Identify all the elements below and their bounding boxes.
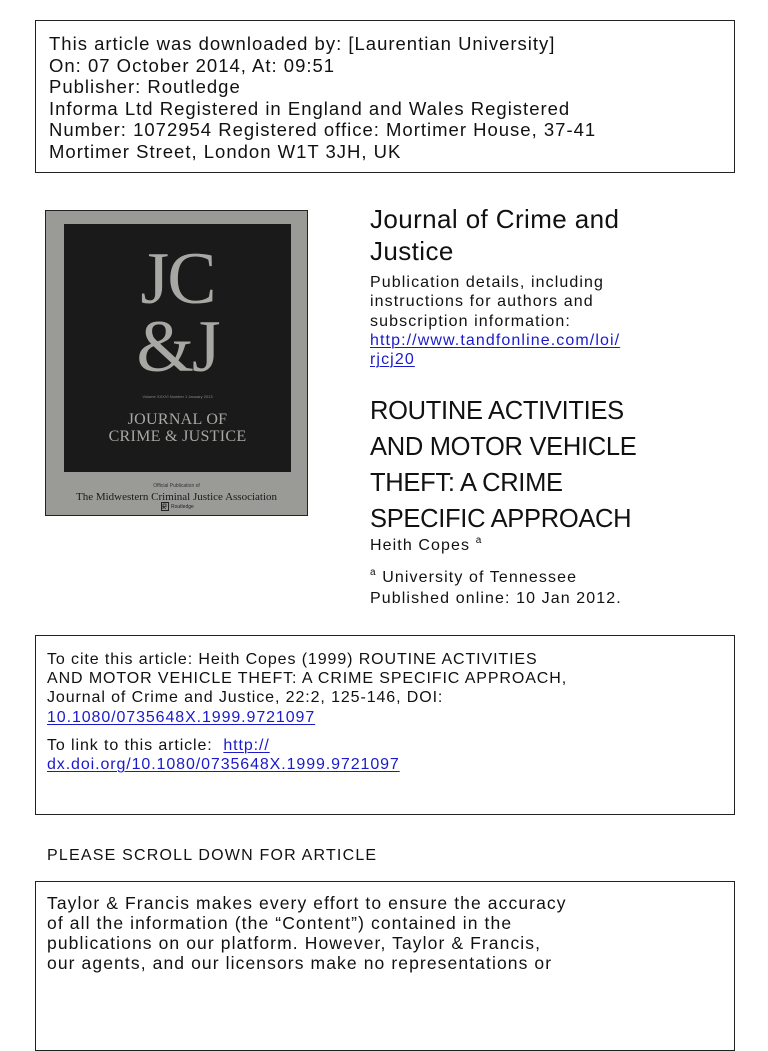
download-notice-box (35, 20, 735, 173)
article-link-section (47, 736, 734, 774)
publication-details (370, 273, 620, 369)
doi-link[interactable]: 10.1080/0735648X.1999.9721097 (47, 708, 316, 726)
cover-publisher-name: Routledge (171, 503, 194, 510)
published-date: Published online: 10 Jan 2012. (370, 590, 622, 607)
download-notice-line: Number: 1072954 Registered office: Mortimer House, 37-41 (49, 119, 597, 140)
cover-association-name: The Midwestern Criminal Justice Association (75, 491, 278, 503)
citation-line: To cite this article: Heith Copes (1999) ROUTINE ACTIVITIES (47, 651, 538, 668)
journal-title (370, 203, 619, 267)
journal-url-part1[interactable]: http://www.tandfonline.com/loi/ (370, 331, 621, 349)
cover-volume-info: Volume XXXVI Number 1 January 2013 (142, 394, 213, 399)
journal-url-link[interactable] (370, 350, 620, 369)
download-notice-line: Mortimer Street, London W1T 3JH, UK (49, 140, 402, 162)
article-title-line: SPECIFIC APPROACH (370, 505, 632, 533)
affiliation-line (370, 562, 622, 588)
article-title (370, 393, 636, 537)
cover-official-publication: Official Publication of (153, 483, 200, 489)
journal-url-part2[interactable]: rjcj20 (370, 351, 415, 369)
disclaimer-line: publications on our platform. However, Taylor & Francis, (47, 933, 542, 953)
scroll-down-notice: PLEASE SCROLL DOWN FOR ARTICLE (47, 847, 378, 864)
journal-title-line: Justice (370, 236, 454, 266)
disclaimer-box (35, 881, 735, 1051)
author-line (370, 535, 482, 555)
affiliation-name: University of Tennessee (382, 569, 578, 586)
cover-publisher-logo (161, 502, 194, 511)
publication-details-line: subscription information: (370, 312, 571, 330)
link-label: To link to this article: (47, 736, 213, 754)
cover-logo-jc: JC (140, 238, 215, 320)
download-notice-line: Informa Ltd Registered in England and Wales Registered (49, 97, 571, 119)
disclaimer-line: our agents, and our licensors make no representations or (47, 953, 553, 973)
journal-url-link[interactable] (370, 331, 620, 350)
article-url-part2[interactable]: dx.doi.org/10.1080/0735648X.1999.9721097 (47, 756, 400, 774)
download-notice-line: On: 07 October 2014, At: 09:51 (49, 54, 336, 76)
affiliation-block (370, 562, 622, 609)
article-title-line: THEFT: A CRIME (370, 469, 563, 497)
citation-line: Journal of Crime and Justice, 22:2, 125-146, DOI: (47, 689, 444, 707)
disclaimer-line: Taylor & Francis makes every effort to ensure the accuracy (47, 893, 567, 913)
publication-details-line: instructions for authors and (370, 293, 594, 311)
download-notice-line: This article was downloaded by: [Laurentian University] (49, 33, 556, 54)
download-notice-line: Publisher: Routledge (49, 76, 241, 97)
cover-dark-panel (64, 224, 291, 472)
journal-cover-image (45, 210, 308, 516)
affiliation-marker: a (370, 567, 377, 578)
author-name: Heith Copes (370, 537, 471, 554)
cover-journal-name-line1: JOURNAL OF (127, 411, 228, 428)
routledge-icon (161, 502, 169, 511)
cover-logo-j: &J (136, 306, 219, 388)
article-title-line: AND MOTOR VEHICLE (370, 433, 637, 461)
citation-box (35, 635, 735, 815)
citation-line: AND MOTOR VEHICLE THEFT: A CRIME SPECIFIC APPROACH, (47, 670, 568, 688)
disclaimer-line: of all the information (the “Content”) contained in the (47, 913, 513, 933)
cover-journal-name-line2: CRIME & JUSTICE (108, 428, 247, 445)
journal-title-line: Journal of Crime and (370, 204, 620, 234)
publication-details-line: Publication details, including (370, 274, 605, 291)
article-url-part1[interactable]: http:// (223, 736, 270, 754)
author-affiliation-marker: a (475, 535, 483, 546)
article-title-line: ROUTINE ACTIVITIES (370, 397, 624, 425)
